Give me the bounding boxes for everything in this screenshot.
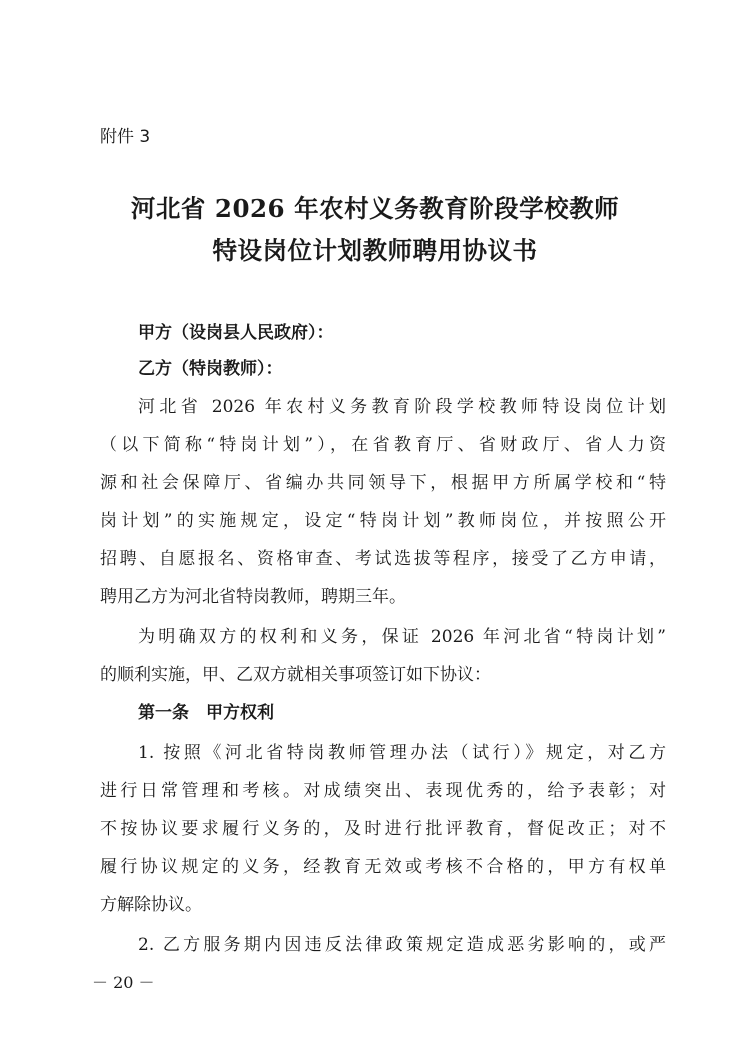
paragraph-1-line: 聘用乙方为河北省特岗教师，聘期三年。 bbox=[100, 587, 406, 607]
paragraph-1-line: 源和社会保障厅、省编办共同领导下，根据甲方所属学校和“特 bbox=[100, 473, 666, 493]
document-title-line-1: 河北省 2026 年农村义务教育阶段学校教师 bbox=[130, 194, 620, 223]
paragraph-2-line: 为明确双方的权利和义务，保证 2026 年河北省“特岗计划” bbox=[138, 627, 666, 647]
item-1-line: 进行日常管理和考核。对成绩突出、表现优秀的，给予表彰；对 bbox=[100, 781, 666, 801]
party-a-line: 甲方（设岗县人民政府）： bbox=[138, 323, 334, 343]
paragraph-1-line: 招聘、自愿报名、资格审查、考试选拔等程序，接受了乙方申请， bbox=[100, 549, 666, 569]
paragraph-1-line: 河北省 2026 年农村义务教育阶段学校教师特设岗位计划 bbox=[138, 397, 666, 417]
paragraph-2-line: 的顺利实施，甲、乙双方就相关事项签订如下协议： bbox=[100, 665, 491, 685]
item-1-line: 履行协议规定的义务，经教育无效或考核不合格的，甲方有权单 bbox=[100, 857, 666, 877]
paragraph-1-line: （以下简称“特岗计划”），在省教育厅、省财政厅、省人力资 bbox=[100, 435, 666, 455]
paragraph-1-line: 岗计划”的实施规定，设定“特岗计划”教师岗位，并按照公开 bbox=[100, 511, 666, 531]
item-2-line: 2. 乙方服务期内因违反法律政策规定造成恶劣影响的，或严 bbox=[138, 935, 666, 955]
item-1-line: 1. 按照《河北省特岗教师管理办法（试行）》规定，对乙方 bbox=[138, 743, 666, 763]
attachment-label: 附件 3 bbox=[100, 127, 151, 147]
article-1-heading: 第一条 甲方权利 bbox=[138, 703, 274, 723]
item-1-line: 方解除协议。 bbox=[100, 895, 202, 915]
page-number: － 20 － bbox=[92, 973, 155, 992]
document-title-line-2: 特设岗位计划教师聘用协议书 bbox=[212, 236, 538, 265]
party-b-line: 乙方（特岗教师）： bbox=[138, 359, 283, 379]
item-1-line: 不按协议要求履行义务的，及时进行批评教育，督促改正；对不 bbox=[100, 819, 666, 839]
